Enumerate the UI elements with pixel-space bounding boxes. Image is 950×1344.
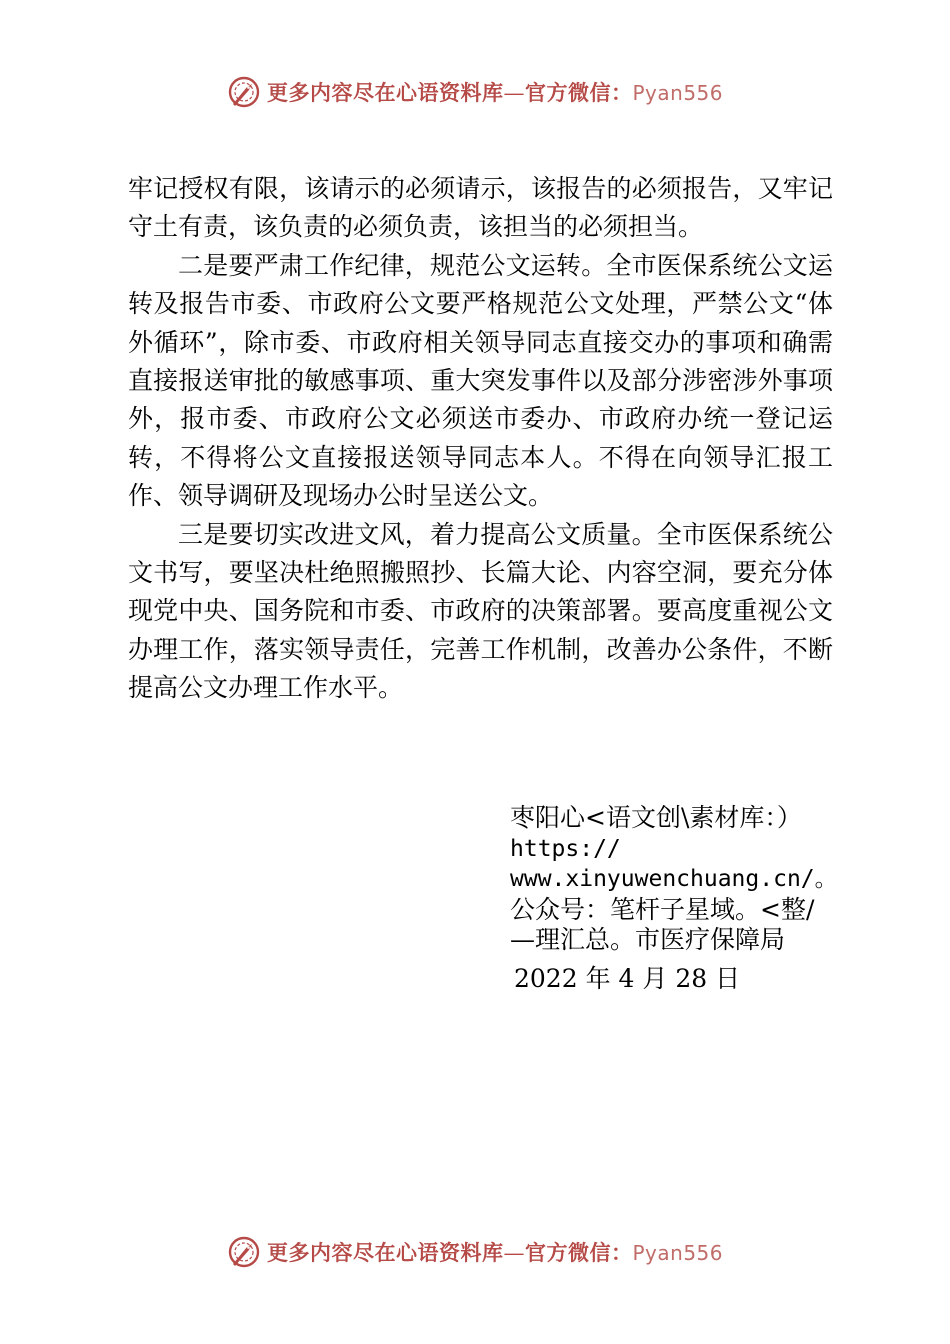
banner-account-label: 官方微信： bbox=[524, 1240, 633, 1265]
footer-watermark-banner bbox=[0, 1232, 950, 1272]
banner-text bbox=[267, 77, 723, 107]
pen-nib-seal-icon bbox=[227, 75, 261, 109]
banner-account-label: 官方微信： bbox=[524, 80, 633, 105]
signature-block bbox=[510, 803, 840, 956]
banner-main-text: 更多内容尽在心语资料库 bbox=[266, 80, 504, 105]
banner-text bbox=[267, 1237, 723, 1267]
header-watermark-banner bbox=[0, 72, 950, 112]
signature-line-5: —理汇总。市医疗保障局 bbox=[510, 925, 786, 954]
body-paragraph-2: 二是要严肃工作纪律，规范公文运转。全市医保系统公文运转及报告市委、市政府公文要严格规范公文处理，严禁公文“体外循环”，除市委、市政府相关领导同志直接交办的事项和确需直接报送审批的敏感事项、重大突发事件以及部分涉密涉外事项外，报市委、市政府公文必须送市委办、市政府办统一登记运转，不得将公文直接报送领导同志本人。不得在向领导汇报工作、领导调研及现场办公时呈送公文。 bbox=[128, 250, 833, 511]
banner-main-text: 更多内容尽在心语资料库 bbox=[266, 1240, 504, 1265]
pen-nib-seal-icon bbox=[227, 1235, 261, 1269]
signature-line-3: www.xinyuwenchuang.cn/。 bbox=[510, 866, 838, 892]
signature-line-2: https:// bbox=[510, 835, 621, 862]
signature-line-1: 枣阳心<语文创\素材库：） bbox=[510, 803, 802, 832]
document-date: 2022 年 4 月 28 日 bbox=[514, 964, 741, 993]
body-paragraph-1: 牢记授权有限，该请示的必须请示，该报告的必须报告，又牢记守土有责，该负责的必须负责，该担当的必须担当。 bbox=[128, 174, 833, 242]
banner-account-id: Pyan556 bbox=[632, 81, 723, 105]
banner-account-id: Pyan556 bbox=[632, 1241, 723, 1265]
banner-separator: — bbox=[503, 81, 525, 105]
banner-separator: — bbox=[503, 1241, 525, 1265]
document-body bbox=[128, 170, 833, 708]
signature-line-4: 公众号：笔杆子星域。<整/ bbox=[510, 894, 815, 924]
body-paragraph-3: 三是要切实改进文风，着力提高公文质量。全市医保系统公文书写，要坚决杜绝照搬照抄、长篇大论、内容空洞，要充分体现党中央、国务院和市委、市政府的决策部署。要高度重视公文办理工作，落实领导责任，完善工作机制，改善办公条件，不断提高公文办理工作水平。 bbox=[128, 519, 833, 703]
